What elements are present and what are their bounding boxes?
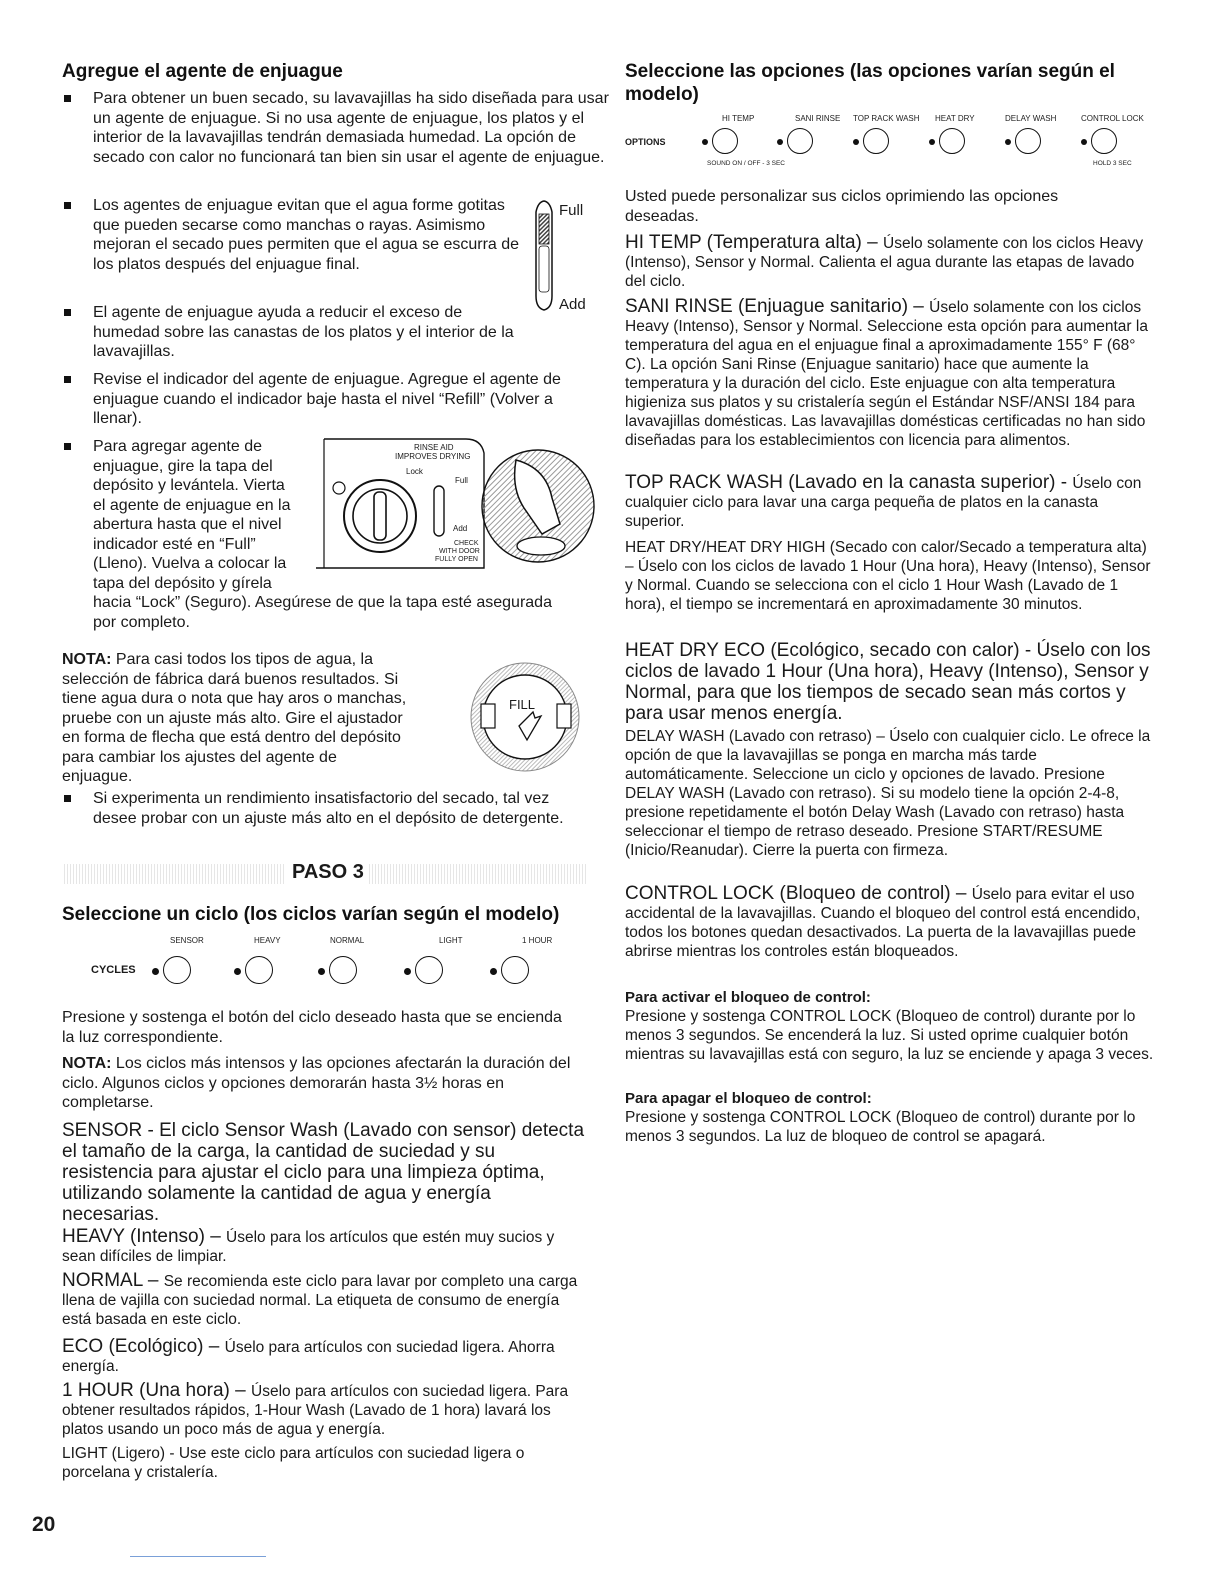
deactivate-lock-text: Presione y sostenga CONTROL LOCK (Bloqueo de control) durante por lo menos 3 segundos. La luz de bloqueo de control se apagará. xyxy=(625,1109,1136,1145)
dispenser-subtitle: IMPROVES DRYING xyxy=(395,452,471,461)
step-label: PASO 3 xyxy=(292,861,364,883)
adjuster-fill-label: FILL xyxy=(509,697,536,712)
dispenser-door-label: WITH DOOR xyxy=(439,548,480,555)
bullet-drying: Para obtener un buen secado, su lavavajillas ha sido diseñada para usar un agente de enjuague. Si no usa agente de enjuague, los platos y el interior de la lavavajillas tendrán demasiada humedad. La opción de secado con calor no funcionará tan bien sin usar el agente de enjuague. xyxy=(62,89,618,167)
button-circle-icon xyxy=(1091,128,1117,154)
rinse-adjuster-illustration xyxy=(467,660,587,780)
indicator-light-icon xyxy=(929,139,935,145)
heat-dry-eco-description: HEAT DRY ECO (Ecológico, secado con calor) - Úselo con los ciclos de lavado 1 Hour (Una hora), Heavy (Intenso), Sensor y Normal, para que los tiempos de secado sean más cortos y para usar menos energía. xyxy=(625,640,1151,724)
sani-rinse-description: SANI RINSE (Enjuague sanitario) – Úselo solamente con los ciclos Heavy (Intenso), Sensor y Normal. Seleccione esta opción para aumentar la temperatura del agua en el enjuague final a aproximadamente 155° F (68° C). La opción Sani Rinse (Enjuague sanitario) hace que aumente la temperatura y la duración del ciclo. Este enjuague con alta temperatura higieniza sus platos y su cristalería según el Estándar NSF/ANSI 184 para lavavajillas domésticas. Las lavavajillas domésticas certificadas no han sido diseñadas para los establecimientos con licencia para alimentos. xyxy=(625,296,1148,449)
button-circle-icon xyxy=(712,128,738,154)
step-banner xyxy=(64,858,588,892)
indicator-light-icon xyxy=(777,139,783,145)
options-heading: Seleccione las opciones (las opciones varían según el modelo) xyxy=(625,61,1115,105)
bullet-unsatisfactory-drying: Si experimenta un rendimiento insatisfactorio del secado, tal vez desee probar con un ajuste más alto en el depósito de detergente. xyxy=(62,789,593,828)
button-circle-icon xyxy=(787,128,813,154)
button-circle-icon xyxy=(329,956,357,984)
deactivate-lock-heading: Para apagar el bloqueo de control: xyxy=(625,1090,872,1107)
press-cycle-text: Presione y sostenga el botón del ciclo deseado hasta que se encienda la luz correspondiente. xyxy=(62,1009,562,1046)
dispenser-add-label: Add xyxy=(453,524,468,533)
dispenser-check-label: CHECK xyxy=(454,540,479,547)
sensor-cycle-description: SENSOR - El ciclo Sensor Wash (Lavado con sensor) detecta el tamaño de la carga, la cantidad de suciedad y su resistencia para ajustar el ciclo para una limpieza óptima, utilizando solamente la cantidad de agua y energía necesarias. xyxy=(62,1120,585,1225)
delay-wash-description: DELAY WASH (Lavado con retraso) – Úselo con cualquier ciclo. Le ofrece la opción de que la lavavajillas se ponga en marcha más tarde automáticamente. Seleccione un ciclo y opciones de lavado. Presione DELAY WASH (Lavado con retraso). Si su modelo tiene la opción 2-4-8, presione repetidamente el botón Delay Wash (Lavado con retraso) hasta seleccionar el tiempo de retraso deseado. Presione START/RESUME (Inicio/Reanudar). Cierre la puerta con firmeza. xyxy=(625,728,1151,859)
dispenser-full-label: Full xyxy=(455,476,468,485)
light-cycle-description: LIGHT (Ligero) - Use este ciclo para artículos con suciedad ligera o porcelana y cristalería. xyxy=(62,1445,525,1481)
button-circle-icon xyxy=(939,128,965,154)
footer-divider xyxy=(130,1556,266,1557)
button-circle-icon xyxy=(245,956,273,984)
rinse-aid-heading: Agregue el agente de enjuague xyxy=(62,61,343,82)
eco-cycle-description: ECO (Ecológico) – Úselo para artículos con suciedad ligera. Ahorra energía. xyxy=(62,1336,555,1375)
options-intro: Usted puede personalizar sus ciclos oprimiendo las opciones deseadas. xyxy=(625,188,1059,225)
activate-lock-text: Presione y sostenga CONTROL LOCK (Bloqueo de control) durante por lo menos 3 segundos. Se encenderá la luz. Si usted oprime cualquier botón mientras su lavavajillas está con seguro, la luz se enciende y apaga 3 veces. xyxy=(625,1008,1154,1063)
button-circle-icon xyxy=(163,956,191,984)
bullet-square-icon xyxy=(64,443,71,450)
indicator-light-icon xyxy=(702,139,708,145)
sound-toggle-note: SOUND ON / OFF - 3 SEC xyxy=(707,160,786,167)
indicator-light-icon xyxy=(1081,139,1087,145)
gauge-add-label: Add xyxy=(559,296,586,313)
indicator-light-icon xyxy=(152,968,159,975)
bullet-square-icon xyxy=(64,795,71,802)
bullet-square-icon xyxy=(64,376,71,383)
one-hour-cycle-description: 1 HOUR (Una hora) – Úselo para artículos con suciedad ligera. Para obtener resultados rápidos, 1-Hour Wash (Lavado de 1 hora) lavará los platos usando un poco más de agua y energía. xyxy=(62,1380,569,1438)
bullet-spots: Los agentes de enjuague evitan que el agua forme gotitas que pueden secarse como manchas o rayas. Asimismo mejoran el secado pues permiten que el agua se escurra de los platos después del enjuague final. xyxy=(62,196,533,274)
bullet-excess-humidity: El agente de enjuague ayuda a reducir el exceso de humedad sobre las canastas de los platos y el interior de la lavavajillas. xyxy=(62,303,533,362)
bullet-square-icon xyxy=(64,309,71,316)
bullet-square-icon xyxy=(64,95,71,102)
cycles-label: CYCLES xyxy=(91,964,136,976)
note-rinse-setting: NOTA: Para casi todos los tipos de agua, la selección de fábrica dará buenos resultados. Si tiene agua dura o nota que hay aros o manchas, pruebe con un ajuste más alto. Gire el ajustador en forma de flecha que está dentro del depósito para cambiar los ajustes del agente de enjuague. xyxy=(62,651,407,785)
dispenser-open-label: FULLY OPEN xyxy=(435,556,478,563)
indicator-light-icon xyxy=(490,968,497,975)
step-banner-left-pattern xyxy=(64,864,284,884)
dispenser-lock-label: Lock xyxy=(406,467,423,476)
cycle-heading: Seleccione un ciclo (los ciclos varían según el modelo) xyxy=(62,904,560,925)
options-label: OPTIONS xyxy=(625,137,666,147)
indicator-light-icon xyxy=(318,968,325,975)
indicator-light-icon xyxy=(234,968,241,975)
bullet-add-rinse-aid: Para agregar agente de enjuague, gire la tapa del depósito y levántela. Vierta el agente de enjuague en la abertura hasta que el nivel indicador esté en “Full” (Lleno). Vuelva a colocar la tapa del depósito y gírela hacia “Lock” (Seguro). Asegúrese de que la tapa esté asegurada por completo. xyxy=(62,437,593,632)
page-number: 20 xyxy=(32,1513,56,1536)
button-circle-icon xyxy=(863,128,889,154)
top-rack-wash-description: TOP RACK WASH (Lavado en la canasta superior) - Úselo con cualquier ciclo para lavar una carga pequeña de platos en la canasta superior. xyxy=(625,472,1142,530)
normal-cycle-description: NORMAL – Se recomienda este ciclo para lavar por completo una carga llena de vajilla con suciedad normal. La etiqueta de consumo de energía está basada en este ciclo. xyxy=(62,1270,578,1328)
button-circle-icon xyxy=(415,956,443,984)
options-panel: OPTIONS HI TEMP SANI RINSE TOP RACK WASH HEAT DRY DELAY WASH CONTROL LOCK SOUND ON / OFF - 3 SEC HOLD 3 SEC xyxy=(625,114,1144,167)
bullet-check-indicator: Revise el indicador del agente de enjuague. Agregue el agente de enjuague cuando el indicador baje hasta el nivel “Refill” (Volver a llenar). xyxy=(62,370,593,429)
heavy-cycle-description: HEAVY (Intenso) – Úselo para los artículos que estén muy sucios y sean difíciles de limpiar. xyxy=(62,1226,555,1265)
indicator-light-icon xyxy=(404,968,411,975)
hi-temp-description: HI TEMP (Temperatura alta) – Úselo solamente con los ciclos Heavy (Intenso), Sensor y Normal. Calienta el agua durante las etapas de lavado del ciclo. xyxy=(625,232,1144,290)
indicator-light-icon xyxy=(1005,139,1011,145)
cycle-duration-note: NOTA: Los ciclos más intensos y las opciones afectarán la duración del ciclo. Algunos ciclos y opciones demorarán hasta 3½ horas en completarse. xyxy=(62,1055,571,1111)
hold-note: HOLD 3 SEC xyxy=(1093,160,1132,167)
step-banner-right-pattern xyxy=(369,864,588,884)
indicator-light-icon xyxy=(853,139,859,145)
bullet-square-icon xyxy=(64,202,71,209)
activate-lock-heading: Para activar el bloqueo de control: xyxy=(625,989,871,1006)
gauge-full-label: Full xyxy=(559,202,584,219)
button-circle-icon xyxy=(501,956,529,984)
cycles-panel: CYCLES SENSOR HEAVY NORMAL LIGHT 1 HOUR xyxy=(62,935,590,995)
dispenser-title: RINSE AID xyxy=(414,443,454,452)
control-lock-description: CONTROL LOCK (Bloqueo de control) – Úselo para evitar el uso accidental de la lavavajillas. Cuando el bloqueo del control está encendido, todos los botones quedan desactivados. La puerta de la lavavajillas puede abrirse mientras los controles están bloqueados. xyxy=(625,883,1141,960)
heat-dry-description: HEAT DRY/HEAT DRY HIGH (Secado con calor/Secado a temperatura alta) – Úselo con los ciclos de lavado 1 Hour (Una hora), Heavy (Intenso), Sensor y Normal. Cuando se selecciona con el ciclo 1 Hour Wash (Lavado de 1 hora), el tiempo se incrementará en aproximadamente 30 minutos. xyxy=(625,539,1151,613)
button-circle-icon xyxy=(1015,128,1041,154)
